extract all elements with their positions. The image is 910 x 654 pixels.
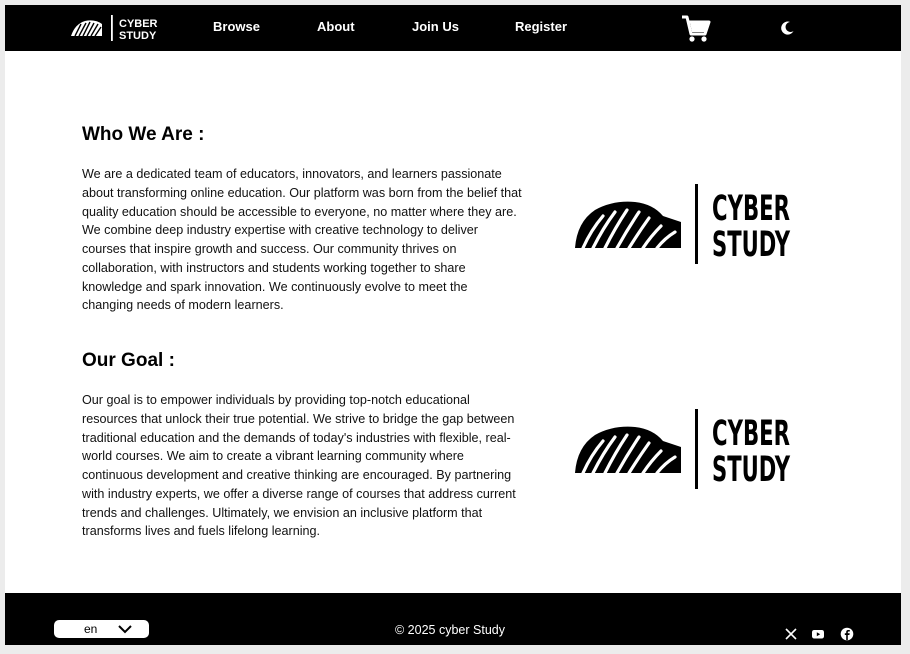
brand-line2: STUDY: [119, 30, 157, 42]
nav-join-us[interactable]: Join Us: [412, 19, 459, 34]
footer: [5, 593, 901, 645]
about-title: Who We Are :: [82, 124, 205, 145]
logo-study: STUDY: [712, 225, 791, 265]
goal-title: Our Goal :: [82, 350, 175, 371]
nav-register[interactable]: Register: [515, 19, 568, 34]
logo-cyber-2: CYBER: [712, 414, 791, 454]
brand-logo-large-2: [573, 407, 803, 491]
cart-icon[interactable]: [681, 14, 711, 44]
language-select[interactable]: [54, 620, 149, 638]
copyright-text: © 2025 cyber Study: [395, 623, 505, 637]
facebook-icon[interactable]: [840, 627, 854, 641]
chevron-down-icon: [118, 623, 132, 635]
brand-logo-large: [573, 182, 803, 266]
brand-line1: CYBER: [119, 18, 158, 30]
nav-about[interactable]: About: [317, 19, 355, 34]
top-navbar: [5, 5, 901, 51]
x-icon[interactable]: [784, 627, 798, 641]
page: [5, 5, 901, 645]
youtube-icon[interactable]: [811, 627, 825, 641]
moon-icon[interactable]: [779, 20, 795, 36]
about-text: We are a dedicated team of educators, innovators, and learners passionate about transforming online education. Our platform was born from the belief that quality education should be accessible to everyone, no matter where they are. We combine deep industry expertise with creative technology to deliver courses that inspire growth and success. Our community thrives on collaboration, with instructors and students working together to share knowledge and spark innovation. We continuously evolve to meet the changing needs of modern learners.: [82, 167, 522, 313]
logo-cyber: CYBER: [712, 189, 791, 229]
logo-study-2: STUDY: [712, 450, 791, 490]
goal-text: Our goal is to empower individuals by providing top-notch educational resources that unlock their true potential. We strive to bridge the gap between traditional education and the demands of today's industries with flexible, real-world courses. We aim to create a vibrant learning community where continuous development and creative thinking are encouraged. By partnering with industry experts, we offer a diverse range of courses that address current trends and challenges. Ultimately, we envision an inclusive platform that transforms lives and fuels lifelong learning.: [82, 393, 516, 539]
language-value: en: [84, 622, 98, 636]
brand-logo[interactable]: [69, 14, 158, 42]
nav-browse[interactable]: Browse: [213, 19, 260, 34]
